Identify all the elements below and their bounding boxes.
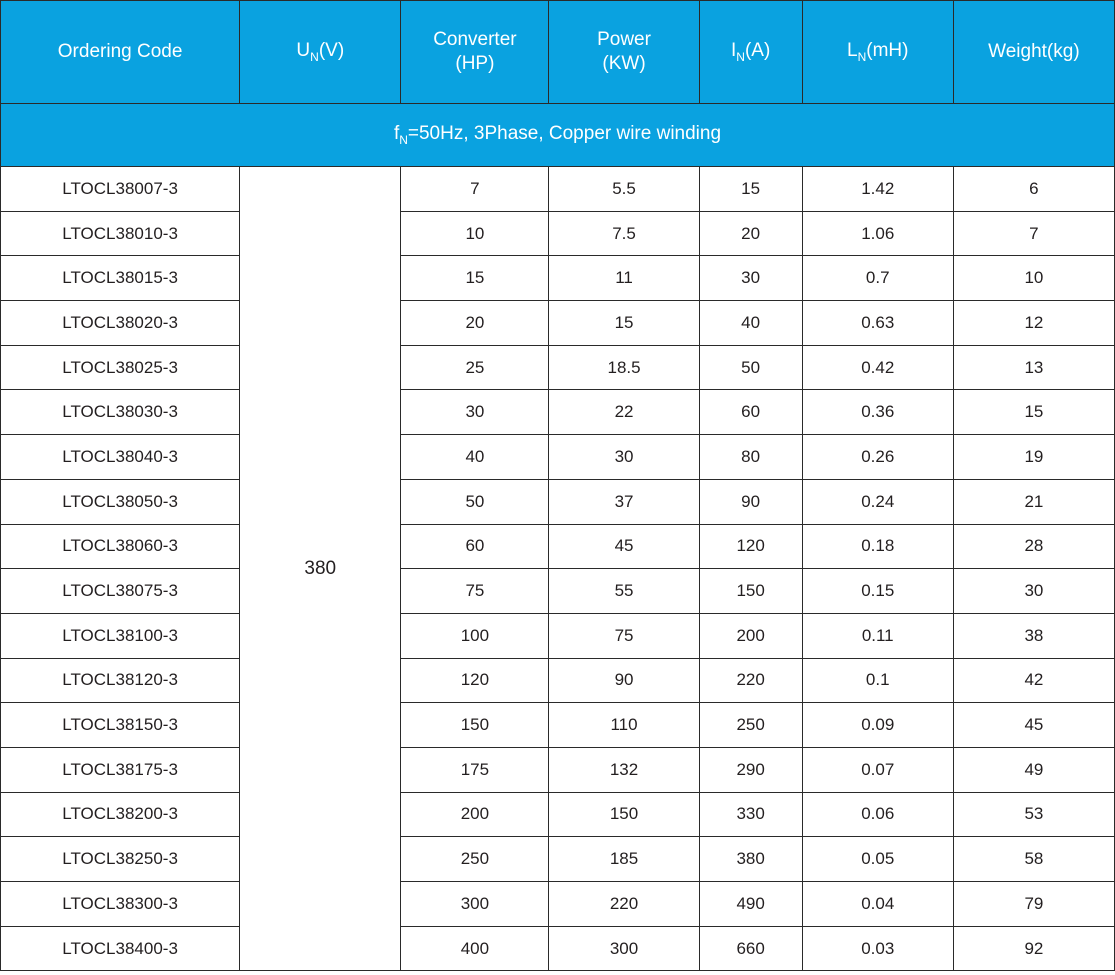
table-header bbox=[1, 1, 1115, 104]
cell-current: 220 bbox=[699, 658, 802, 703]
cell-current: 660 bbox=[699, 926, 802, 971]
cell-converter-hp: 60 bbox=[401, 524, 549, 569]
cell-inductance: 0.06 bbox=[802, 792, 953, 837]
cell-weight: 38 bbox=[953, 613, 1114, 658]
header-row bbox=[1, 1, 1115, 104]
cell-inductance: 0.04 bbox=[802, 882, 953, 927]
cell-weight: 15 bbox=[953, 390, 1114, 435]
cell-converter-hp: 200 bbox=[401, 792, 549, 837]
cell-inductance: 0.24 bbox=[802, 479, 953, 524]
cell-converter-hp: 15 bbox=[401, 256, 549, 301]
column-header-current bbox=[699, 1, 802, 104]
header-label-converter-line1: Converter bbox=[433, 29, 517, 51]
cell-weight: 21 bbox=[953, 479, 1114, 524]
cell-current: 40 bbox=[699, 301, 802, 346]
cell-power-kw: 150 bbox=[549, 792, 699, 837]
section-band-label bbox=[1, 104, 1115, 167]
header-label-current-sub: N bbox=[736, 49, 745, 64]
cell-ordering-code: LTOCL38010-3 bbox=[1, 211, 240, 256]
cell-current: 330 bbox=[699, 792, 802, 837]
table-row bbox=[1, 167, 1115, 212]
header-label-ordering-code: Ordering Code bbox=[57, 41, 183, 63]
header-label-inductance-tail: (mH) bbox=[866, 40, 909, 62]
cell-current: 250 bbox=[699, 703, 802, 748]
table-row bbox=[1, 301, 1115, 346]
table-row bbox=[1, 390, 1115, 435]
cell-ordering-code: LTOCL38040-3 bbox=[1, 435, 240, 480]
cell-voltage: 380 bbox=[240, 167, 401, 971]
cell-converter-hp: 75 bbox=[401, 569, 549, 614]
table-row bbox=[1, 703, 1115, 748]
cell-power-kw: 75 bbox=[549, 613, 699, 658]
cell-inductance: 0.36 bbox=[802, 390, 953, 435]
cell-weight: 42 bbox=[953, 658, 1114, 703]
cell-inductance: 0.7 bbox=[802, 256, 953, 301]
cell-current: 120 bbox=[699, 524, 802, 569]
cell-power-kw: 90 bbox=[549, 658, 699, 703]
cell-ordering-code: LTOCL38050-3 bbox=[1, 479, 240, 524]
cell-current: 90 bbox=[699, 479, 802, 524]
cell-inductance: 0.03 bbox=[802, 926, 953, 971]
cell-ordering-code: LTOCL38075-3 bbox=[1, 569, 240, 614]
cell-current: 50 bbox=[699, 345, 802, 390]
cell-current: 290 bbox=[699, 747, 802, 792]
cell-converter-hp: 400 bbox=[401, 926, 549, 971]
section-band-row bbox=[1, 104, 1115, 167]
cell-inductance: 0.1 bbox=[802, 658, 953, 703]
cell-power-kw: 11 bbox=[549, 256, 699, 301]
cell-weight: 12 bbox=[953, 301, 1114, 346]
cell-power-kw: 5.5 bbox=[549, 167, 699, 212]
table-row bbox=[1, 837, 1115, 882]
cell-inductance: 0.05 bbox=[802, 837, 953, 882]
cell-converter-hp: 7 bbox=[401, 167, 549, 212]
cell-converter-hp: 120 bbox=[401, 658, 549, 703]
cell-current: 60 bbox=[699, 390, 802, 435]
cell-inductance: 0.15 bbox=[802, 569, 953, 614]
cell-inductance: 0.11 bbox=[802, 613, 953, 658]
header-label-current-tail: (A) bbox=[744, 40, 771, 62]
cell-ordering-code: LTOCL38150-3 bbox=[1, 703, 240, 748]
cell-power-kw: 185 bbox=[549, 837, 699, 882]
cell-converter-hp: 100 bbox=[401, 613, 549, 658]
cell-weight: 7 bbox=[953, 211, 1114, 256]
cell-inductance: 0.09 bbox=[802, 703, 953, 748]
cell-current: 380 bbox=[699, 837, 802, 882]
cell-weight: 45 bbox=[953, 703, 1114, 748]
cell-power-kw: 55 bbox=[549, 569, 699, 614]
header-label-power-line2: (KW) bbox=[602, 53, 646, 74]
cell-converter-hp: 50 bbox=[401, 479, 549, 524]
column-header-weight bbox=[953, 1, 1114, 104]
cell-ordering-code: LTOCL38175-3 bbox=[1, 747, 240, 792]
cell-inductance: 0.42 bbox=[802, 345, 953, 390]
table-row bbox=[1, 479, 1115, 524]
header-label-power-line1: Power bbox=[597, 29, 651, 51]
band-suffix: =50Hz, 3Phase, Copper wire winding bbox=[407, 123, 722, 145]
cell-ordering-code: LTOCL38250-3 bbox=[1, 837, 240, 882]
table-row bbox=[1, 613, 1115, 658]
cell-weight: 58 bbox=[953, 837, 1114, 882]
cell-ordering-code: LTOCL38007-3 bbox=[1, 167, 240, 212]
cell-converter-hp: 175 bbox=[401, 747, 549, 792]
table-row bbox=[1, 569, 1115, 614]
cell-power-kw: 132 bbox=[549, 747, 699, 792]
column-header-ordering-code bbox=[1, 1, 240, 104]
column-header-power bbox=[549, 1, 699, 104]
cell-converter-hp: 40 bbox=[401, 435, 549, 480]
column-header-voltage bbox=[240, 1, 401, 104]
cell-current: 200 bbox=[699, 613, 802, 658]
cell-ordering-code: LTOCL38300-3 bbox=[1, 882, 240, 927]
cell-ordering-code: LTOCL38015-3 bbox=[1, 256, 240, 301]
cell-weight: 79 bbox=[953, 882, 1114, 927]
cell-inductance: 0.07 bbox=[802, 747, 953, 792]
cell-converter-hp: 150 bbox=[401, 703, 549, 748]
table-row bbox=[1, 435, 1115, 480]
header-label-current-main: I bbox=[730, 40, 737, 62]
table-row bbox=[1, 256, 1115, 301]
cell-inductance: 0.63 bbox=[802, 301, 953, 346]
header-label-voltage-sub: N bbox=[310, 49, 319, 64]
cell-weight: 6 bbox=[953, 167, 1114, 212]
cell-converter-hp: 25 bbox=[401, 345, 549, 390]
cell-power-kw: 22 bbox=[549, 390, 699, 435]
table-row bbox=[1, 882, 1115, 927]
cell-ordering-code: LTOCL38400-3 bbox=[1, 926, 240, 971]
header-label-inductance-main: L bbox=[847, 40, 858, 62]
cell-inductance: 0.18 bbox=[802, 524, 953, 569]
cell-inductance: 0.26 bbox=[802, 435, 953, 480]
table-row bbox=[1, 658, 1115, 703]
cell-converter-hp: 30 bbox=[401, 390, 549, 435]
cell-ordering-code: LTOCL38060-3 bbox=[1, 524, 240, 569]
header-label-weight: Weight(kg) bbox=[988, 41, 1080, 63]
table-row bbox=[1, 345, 1115, 390]
cell-power-kw: 18.5 bbox=[549, 345, 699, 390]
band-sub: N bbox=[399, 132, 408, 147]
cell-ordering-code: LTOCL38100-3 bbox=[1, 613, 240, 658]
cell-weight: 92 bbox=[953, 926, 1114, 971]
cell-current: 490 bbox=[699, 882, 802, 927]
cell-converter-hp: 300 bbox=[401, 882, 549, 927]
table-row bbox=[1, 211, 1115, 256]
header-label-inductance-sub: N bbox=[857, 49, 867, 64]
cell-power-kw: 30 bbox=[549, 435, 699, 480]
table-row bbox=[1, 792, 1115, 837]
cell-weight: 19 bbox=[953, 435, 1114, 480]
cell-weight: 49 bbox=[953, 747, 1114, 792]
cell-power-kw: 7.5 bbox=[549, 211, 699, 256]
cell-weight: 30 bbox=[953, 569, 1114, 614]
table-body bbox=[1, 104, 1115, 971]
cell-inductance: 1.42 bbox=[802, 167, 953, 212]
cell-ordering-code: LTOCL38020-3 bbox=[1, 301, 240, 346]
cell-power-kw: 15 bbox=[549, 301, 699, 346]
cell-current: 30 bbox=[699, 256, 802, 301]
cell-converter-hp: 250 bbox=[401, 837, 549, 882]
cell-ordering-code: LTOCL38120-3 bbox=[1, 658, 240, 703]
cell-weight: 13 bbox=[953, 345, 1114, 390]
band-prefix: f bbox=[393, 123, 400, 145]
cell-power-kw: 110 bbox=[549, 703, 699, 748]
table-row bbox=[1, 926, 1115, 971]
cell-power-kw: 300 bbox=[549, 926, 699, 971]
cell-power-kw: 220 bbox=[549, 882, 699, 927]
cell-inductance: 1.06 bbox=[802, 211, 953, 256]
cell-weight: 28 bbox=[953, 524, 1114, 569]
column-header-inductance bbox=[802, 1, 953, 104]
header-label-voltage-tail: (V) bbox=[318, 40, 345, 62]
table-row bbox=[1, 747, 1115, 792]
header-label-converter-line2: (HP) bbox=[455, 53, 495, 74]
table-row bbox=[1, 524, 1115, 569]
cell-weight: 10 bbox=[953, 256, 1114, 301]
cell-ordering-code: LTOCL38030-3 bbox=[1, 390, 240, 435]
cell-current: 150 bbox=[699, 569, 802, 614]
header-label-voltage-main: U bbox=[296, 40, 311, 62]
cell-ordering-code: LTOCL38025-3 bbox=[1, 345, 240, 390]
cell-current: 20 bbox=[699, 211, 802, 256]
cell-power-kw: 37 bbox=[549, 479, 699, 524]
cell-current: 15 bbox=[699, 167, 802, 212]
cell-converter-hp: 10 bbox=[401, 211, 549, 256]
cell-converter-hp: 20 bbox=[401, 301, 549, 346]
cell-weight: 53 bbox=[953, 792, 1114, 837]
cell-ordering-code: LTOCL38200-3 bbox=[1, 792, 240, 837]
cell-current: 80 bbox=[699, 435, 802, 480]
column-header-converter bbox=[401, 1, 549, 104]
cell-power-kw: 45 bbox=[549, 524, 699, 569]
